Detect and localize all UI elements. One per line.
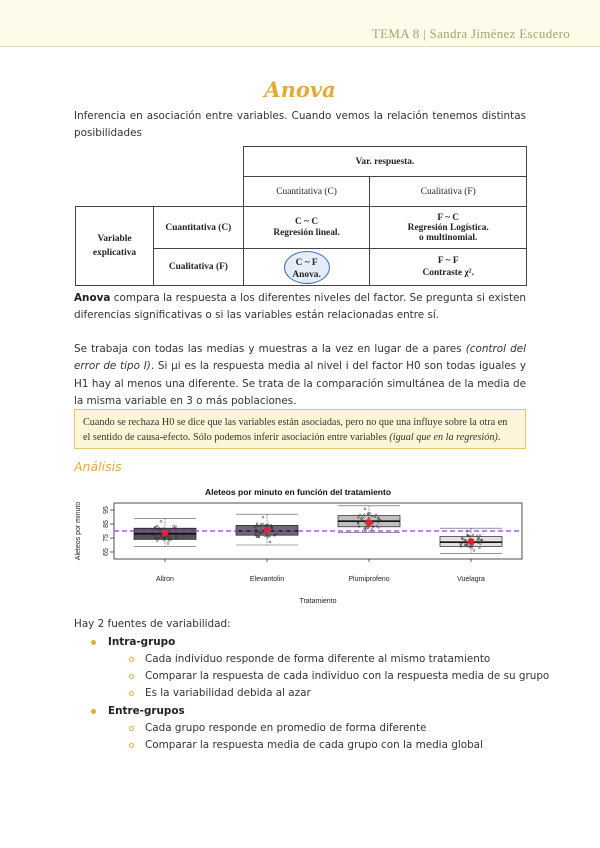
medias-italic: (control del error de tipo I) bbox=[74, 343, 526, 373]
data-point bbox=[156, 540, 158, 542]
cf-formula: F ~ C bbox=[437, 212, 460, 223]
data-point bbox=[173, 526, 175, 528]
outlier-point bbox=[269, 541, 271, 543]
section-analisis: Análisis bbox=[74, 459, 122, 474]
outlier-point bbox=[160, 520, 162, 522]
mean-marker bbox=[366, 519, 373, 526]
sub-bullet bbox=[129, 726, 134, 731]
sub-bullet bbox=[129, 657, 134, 662]
data-point bbox=[479, 534, 481, 536]
data-point bbox=[479, 547, 481, 549]
medias-text-1: Se trabaja con todas las medias y muestras a la vez en lugar de a pares bbox=[74, 343, 466, 355]
outlier-point bbox=[364, 508, 366, 510]
anova-paragraph bbox=[74, 290, 526, 325]
list-item-entre: Entre-grupos bbox=[108, 705, 185, 717]
outlier-point bbox=[262, 516, 264, 518]
list-item-intra: Intra-grupo bbox=[108, 636, 176, 648]
medias-paragraph bbox=[74, 341, 526, 411]
cf-text2: o multinomial. bbox=[419, 232, 478, 243]
cell-regresion-lineal bbox=[243, 207, 370, 249]
cc-formula: C ~ C bbox=[295, 216, 319, 227]
header-text: TEMA 8 | Sandra Jiménez Escudero bbox=[371, 26, 570, 41]
y-tick-label: 65 bbox=[103, 548, 110, 556]
list-intro: Hay 2 fuentes de variabilidad: bbox=[74, 618, 231, 630]
row-group-label: Variable explicativa bbox=[76, 207, 154, 286]
list-item: Cada grupo responde en promedio de forma diferente bbox=[145, 722, 427, 734]
sub-bullet bbox=[129, 674, 134, 679]
chart-xlabel: Tratamiento bbox=[299, 598, 337, 605]
fc-formula: C ~ F bbox=[295, 257, 318, 268]
callout-box bbox=[74, 409, 526, 449]
bullet-intra bbox=[91, 640, 96, 645]
y-tick-label: 85 bbox=[103, 520, 110, 528]
sub-bullet bbox=[129, 691, 134, 696]
data-point bbox=[156, 525, 158, 527]
callout-end: . bbox=[497, 432, 501, 443]
header-cuantitativa: Cuantitativa (C) bbox=[243, 177, 370, 207]
table-corner-2 bbox=[76, 177, 244, 207]
mean-marker bbox=[264, 527, 271, 534]
x-tick-label: Elevantolin bbox=[249, 576, 285, 583]
row-label-cualitativa: Cualitativa (F) bbox=[153, 249, 243, 286]
y-tick-label: 95 bbox=[103, 506, 110, 514]
callout-text: Cuando se rechaza H0 se dice que las variables están asociadas, pero no que una influye sobre la otra en el sentido de causa-efecto. Sólo podemos inferir asociación entre variables bbox=[83, 417, 508, 443]
cell-contraste bbox=[370, 249, 527, 286]
data-point bbox=[369, 513, 371, 515]
cf-text: Regresión Logística. bbox=[407, 222, 489, 233]
boxplot-chart bbox=[70, 481, 526, 608]
table-corner bbox=[76, 147, 244, 177]
data-point bbox=[471, 547, 473, 549]
data-point bbox=[472, 534, 474, 536]
callout-italic: (igual que en la regresión) bbox=[389, 432, 498, 443]
list-item: Es la variabilidad debida al azar bbox=[145, 687, 311, 699]
anova-description: compara la respuesta a los diferentes niveles del factor. Se pregunta si existen diferencias significativas o si las variables están relacionadas entre sí. bbox=[74, 292, 526, 322]
bullet-entre bbox=[91, 709, 96, 714]
cc-text: Regresión lineal. bbox=[273, 227, 340, 238]
ff-formula: F ~ F bbox=[437, 256, 459, 266]
x-tick-label: Plumiprofeno bbox=[348, 576, 390, 583]
row-label-cuantitativa: Cuantitativa (C) bbox=[153, 207, 243, 249]
outlier-point bbox=[371, 528, 373, 530]
chart-title: Aleteos por minuto en función del tratamiento bbox=[204, 487, 392, 497]
page-title: Anova bbox=[264, 77, 336, 102]
variables-table bbox=[75, 146, 527, 286]
header-cualitativa: Cualitativa (F) bbox=[370, 177, 527, 207]
medias-text-2: . Si μi es la respuesta media al nivel i del factor H0 son todas iguales y H1 hay al menos una diferente. Se trata de la comparación simultánea de la media de la misma variable en 3 o más poblaciones. bbox=[74, 360, 526, 408]
x-tick-label: Allron bbox=[156, 576, 174, 583]
ff-text: Contraste χ². bbox=[422, 268, 474, 278]
fc-text: Anova. bbox=[292, 269, 321, 280]
cell-anova bbox=[243, 249, 370, 286]
y-tick-label: 75 bbox=[103, 534, 110, 542]
intro-paragraph: Inferencia en asociación entre variables. Cuando vemos la relación tenemos distintas posibilidades bbox=[74, 110, 526, 140]
outlier-point bbox=[473, 549, 475, 551]
anova-highlight-circle bbox=[284, 251, 330, 284]
chart-ylabel: Aleteos por minuto bbox=[75, 501, 82, 561]
anova-term: Anova bbox=[74, 292, 111, 304]
list-item: Cada individuo responde de forma diferente al mismo tratamiento bbox=[145, 653, 491, 665]
list-item: Comparar la respuesta media de cada grupo con la media global bbox=[145, 739, 483, 751]
header-band bbox=[0, 0, 600, 47]
sub-bullet bbox=[129, 743, 134, 748]
boxplot-svg bbox=[70, 481, 526, 608]
mean-marker bbox=[468, 538, 475, 545]
x-tick-label: Vuelagra bbox=[457, 576, 485, 583]
outlier-point bbox=[167, 542, 169, 544]
list-item: Comparar la respuesta de cada individuo con la respuesta media de su grupo bbox=[145, 670, 550, 682]
header-var-respuesta: Var. respuesta. bbox=[243, 147, 526, 177]
cell-regresion-logistica bbox=[370, 207, 527, 249]
